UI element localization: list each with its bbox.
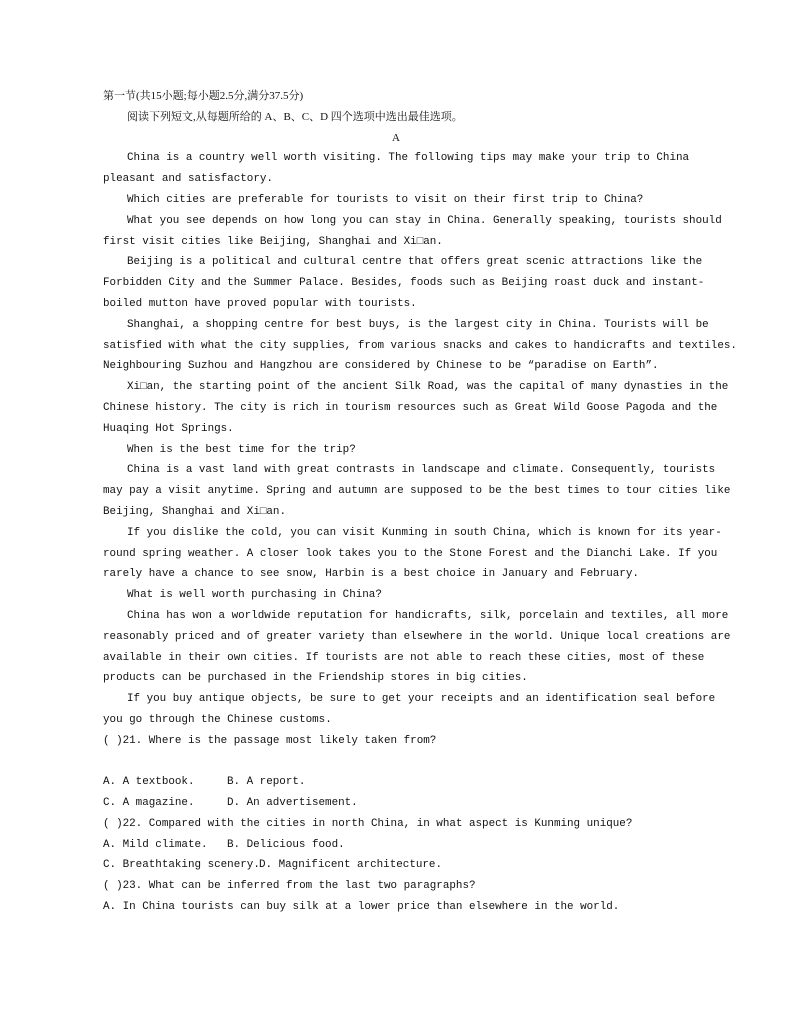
text-line: If you buy antique objects, be sure to get your receipts and an identification seal before [127,693,716,706]
option-a[interactable]: A. In China tourists can buy silk at a lower price than elsewhere in the world. [103,901,620,914]
option-c[interactable]: C. Breathtaking scenery. [103,859,260,872]
paragraph [103,148,689,190]
section-heading: 第一节(共15小题;每小题2.5分,满分37.5分) [103,90,304,102]
exam-page [103,86,737,918]
subheading-question: Which cities are preferable for tourists to visit on their first trip to China? [127,193,644,206]
paragraph [103,377,729,439]
passage-label: A [392,131,400,144]
question-21 [103,731,689,814]
paragraph [103,523,722,585]
text-line: Shanghai, a shopping centre for best buys, is the largest city in China. Tourists will be [127,318,709,331]
text-line: China is a vast land with great contrasts in landscape and climate. Consequently, tourists [127,464,716,477]
text-line: pleasant and satisfactory. [103,173,273,186]
text-line: you go through the Chinese customs. [103,713,332,726]
passage-body [103,148,737,917]
option-row [103,835,689,856]
text-line: Beijing, Shanghai and Xi□an. [103,505,286,518]
paragraph [103,315,737,377]
answer-space [103,752,689,773]
question-23 [103,876,689,918]
text-line: may pay a visit anytime. Spring and autumn are supposed to be the best times to tour cities like [103,485,731,498]
option-row [103,772,689,793]
text-line: rarely have a chance to see snow, Harbin is a best choice in January and February. [103,568,639,581]
text-line: Beijing is a political and cultural centre that offers great scenic attractions like the [127,256,703,269]
text-line: Huaqing Hot Springs. [103,422,234,435]
question-stem: ( )21. Where is the passage most likely taken from? [103,734,437,747]
text-line: Neighbouring Suzhou and Hangzhou are considered by Chinese to be “paradise on Earth”. [103,360,659,373]
text-line: reasonably priced and of greater variety than elsewhere in the world. Unique local creations are [103,630,731,643]
text-line: Xi□an, the starting point of the ancient Silk Road, was the capital of many dynasties in the [127,381,729,394]
option-row [103,897,689,918]
text-line: China is a country well worth visiting. The following tips may make your trip to China [127,152,690,165]
text-line: boiled mutton have proved popular with tourists. [103,297,417,310]
instruction-text: 阅读下列短文,从每题所给的 A、B、C、D 四个选项中选出最佳选项。 [127,110,463,123]
option-b[interactable]: B. Delicious food. [227,838,345,851]
paragraph [103,460,731,522]
option-a[interactable]: A. A textbook. [103,776,195,789]
question-22 [103,814,689,876]
text-line: Forbidden City and the Summer Palace. Besides, foods such as Beijing roast duck and instant- [103,277,705,290]
text-line: available in their own cities. If tourists are not able to reach these cities, most of these [103,651,705,664]
text-line: China has won a worldwide reputation for handicrafts, silk, porcelain and textiles, all more [127,609,729,622]
option-a[interactable]: A. Mild climate. [103,838,208,851]
text-line: satisfied with what the city supplies, from various snacks and cakes to handicrafts and textiles. [103,339,737,352]
subheading-question: When is the best time for the trip? [127,443,356,456]
text-line: Chinese history. The city is rich in tourism resources such as Great Wild Goose Pagoda and the [103,401,718,414]
text-line: If you dislike the cold, you can visit Kunming in south China, which is known for its year- [127,526,722,539]
question-stem: ( )22. Compared with the cities in north China, in what aspect is Kunming unique? [103,817,633,830]
question-stem: ( )23. What can be inferred from the last two paragraphs? [103,880,476,893]
text-line: products can be purchased in the Friendship stores in big cities. [103,672,528,685]
paragraph [103,606,731,689]
option-d[interactable]: D. An advertisement. [227,797,358,810]
text-line: round spring weather. A closer look takes you to the Stone Forest and the Dianchi Lake. If you [103,547,718,560]
option-d[interactable]: D. Magnificent architecture. [259,859,442,872]
text-line: What you see depends on how long you can stay in China. Generally speaking, tourists should [127,214,722,227]
option-row [103,793,689,814]
text-line: first visit cities like Beijing, Shanghai and Xi□an. [103,235,443,248]
option-row [103,855,689,876]
paragraph [103,252,705,314]
paragraph [103,689,716,731]
option-c[interactable]: C. A magazine. [103,797,195,810]
subheading-question: What is well worth purchasing in China? [127,589,382,602]
paragraph [103,211,722,253]
option-b[interactable]: B. A report. [227,776,306,789]
